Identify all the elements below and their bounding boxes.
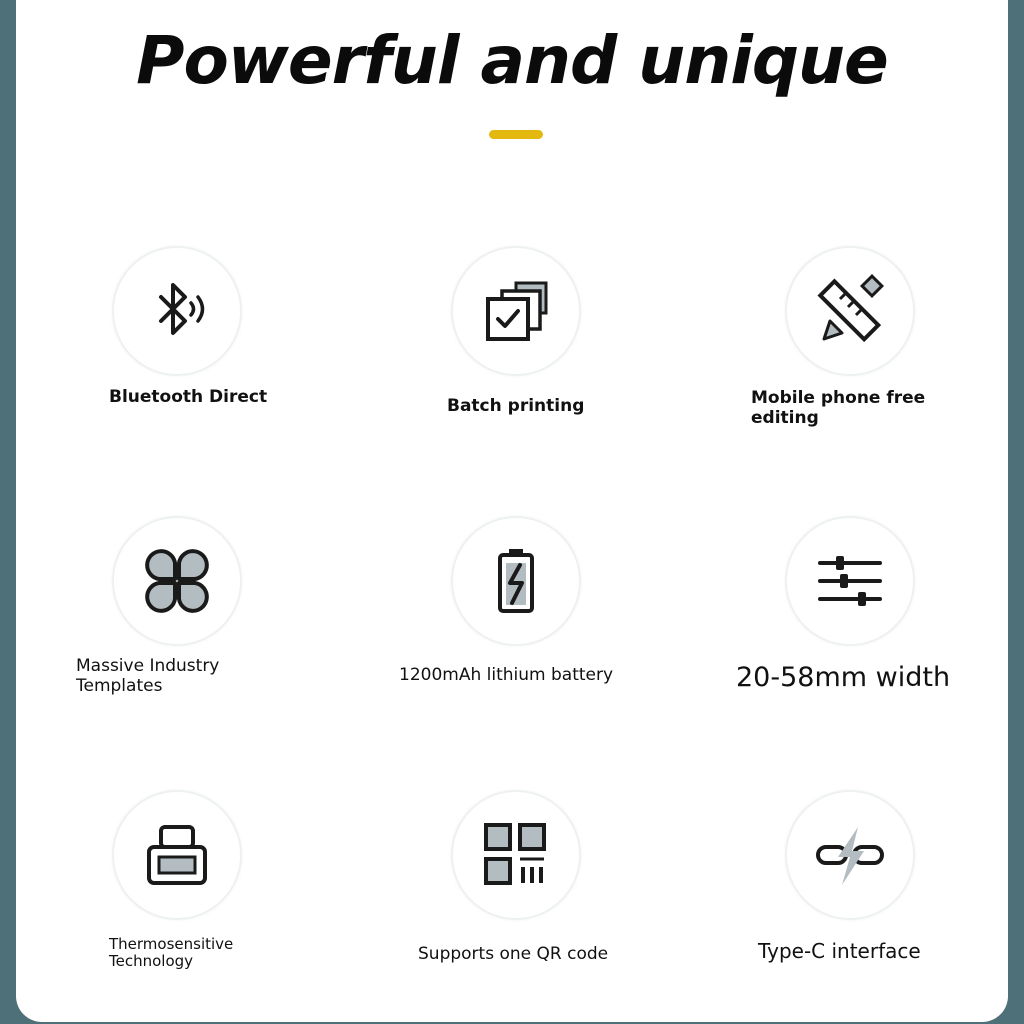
feature-label-battery: 1200mAh lithium battery [399, 665, 614, 685]
thermal-print-icon [112, 790, 242, 920]
edit-tools-icon [785, 246, 915, 376]
feature-label-thermal [109, 936, 233, 971]
feature-label-typec: Type-C interface [758, 939, 921, 963]
feature-label-editing-line1: Mobile phone free [751, 388, 926, 408]
feature-label-width: 20-58mm width [736, 662, 951, 693]
title-accent-bar [489, 130, 543, 139]
feature-label-editing [751, 389, 925, 428]
feature-label-editing-line2: editing [751, 407, 819, 428]
type-c-icon [785, 790, 915, 920]
sliders-icon [785, 516, 915, 646]
batch-print-icon [451, 246, 581, 376]
battery-icon [451, 516, 581, 646]
feature-label-templates-line1: Massive Industry [76, 656, 220, 676]
feature-label-bluetooth: Bluetooth Direct [109, 387, 268, 407]
feature-label-thermal-line1: Thermosensitive [109, 935, 234, 953]
feature-label-thermal-line2: Technology [109, 952, 194, 971]
feature-label-templates-line2: Templates [76, 675, 163, 696]
page-title: Powerful and unique [136, 22, 888, 99]
bluetooth-icon [112, 246, 242, 376]
qr-code-icon [451, 790, 581, 920]
templates-icon [112, 516, 242, 646]
feature-label-batch: Batch printing [447, 396, 585, 416]
feature-label-templates [76, 657, 219, 696]
feature-label-qr: Supports one QR code [418, 944, 609, 964]
